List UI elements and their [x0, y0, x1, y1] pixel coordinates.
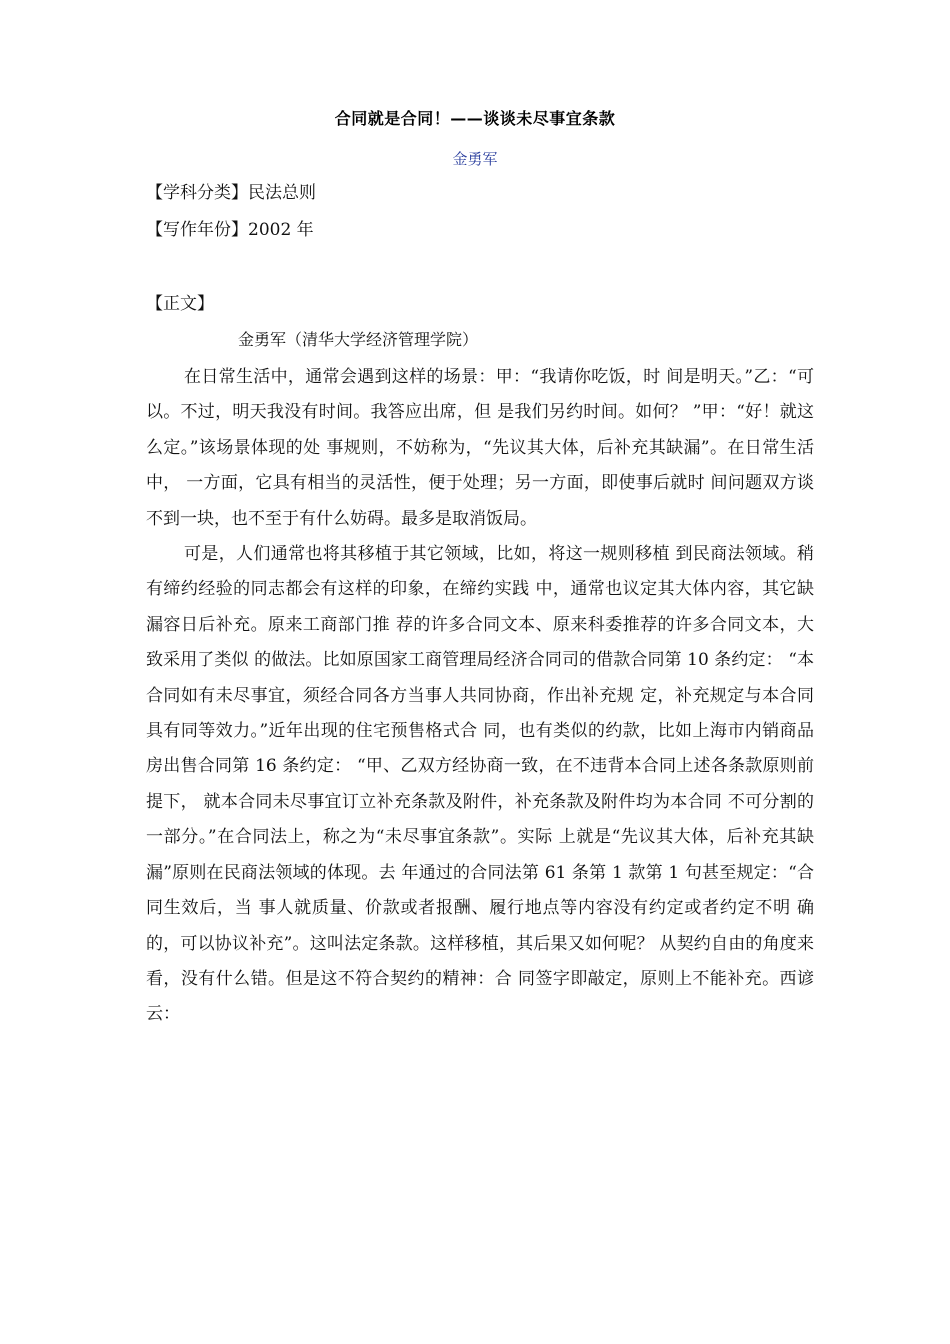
- body-paragraph: 在日常生活中，通常会遇到这样的场景：甲：“我请你吃饭，时 间是明天。”乙：“可以。不过，明天我没有时间。我答应出席，但 是我们另约时间。如何？ ”甲：“好！就这么定。”该场景体现的处 事规则，不妨称为，“先议其大体，后补充其缺漏”。在日常生活中， 一方面，它具有相当的灵活性，便于处理；另一方面，即使事后就时 间问题双方谈不到一块，也不至于有什么妨碍。最多是取消饭局。: [146, 367, 814, 529]
- subject-classification: 【学科分类】民法总则: [146, 183, 316, 203]
- body-paragraph: 可是，人们通常也将其移植于其它领域，比如，将这一规则移植 到民商法领域。稍有缔约经验的同志都会有这样的印象，在缔约实践 中，通常也议定其大体内容，其它缺漏容日后补充。原来工商部门推 荐的许多合同文本、原来科委推荐的许多合同文本，大致采用了类似 的做法。比如原国家工商管理局经济合同司的借款合同第 10 条约定： “本合同如有未尽事宜，须经合同各方当事人共同协商，作出补充规 定，补充规定与本合同具有同等效力。”近年出现的住宅预售格式合 同，也有类似的约款，比如上海市内销商品房出售合同第 16 条约定： “甲、乙双方经协商一致，在不违背本合同上述各条款原则前提下， 就本合同未尽事宜订立补充条款及附件，补充条款及附件均为本合同 不可分割的一部分。”在合同法上，称之为“未尽事宜条款”。实际 上就是“先议其大体，后补充其缺漏”原则在民商法领域的体现。去 年通过的合同法第 61 条第 1 款第 1 句甚至规定：“合同生效后，当 事人就质量、价款或者报酬、履行地点等内容没有约定或者约定不明 确的，可以协议补充”。这叫法定条款。这样移植，其后果又如何呢？ 从契约自由的角度来看，没有什么错。但是这不符合契约的精神：合 同签字即敲定，原则上不能补充。西谚云：: [146, 544, 814, 1025]
- writing-year: 【写作年份】2002 年: [146, 220, 314, 240]
- author-byline: 金勇军（清华大学经济管理学院）: [238, 330, 479, 349]
- body-text: [146, 360, 814, 1033]
- document-title: 合同就是合同！——谈谈未尽事宜条款: [334, 109, 616, 128]
- author-link[interactable]: 金勇军: [452, 150, 498, 168]
- section-heading-body: 【正文】: [146, 294, 214, 314]
